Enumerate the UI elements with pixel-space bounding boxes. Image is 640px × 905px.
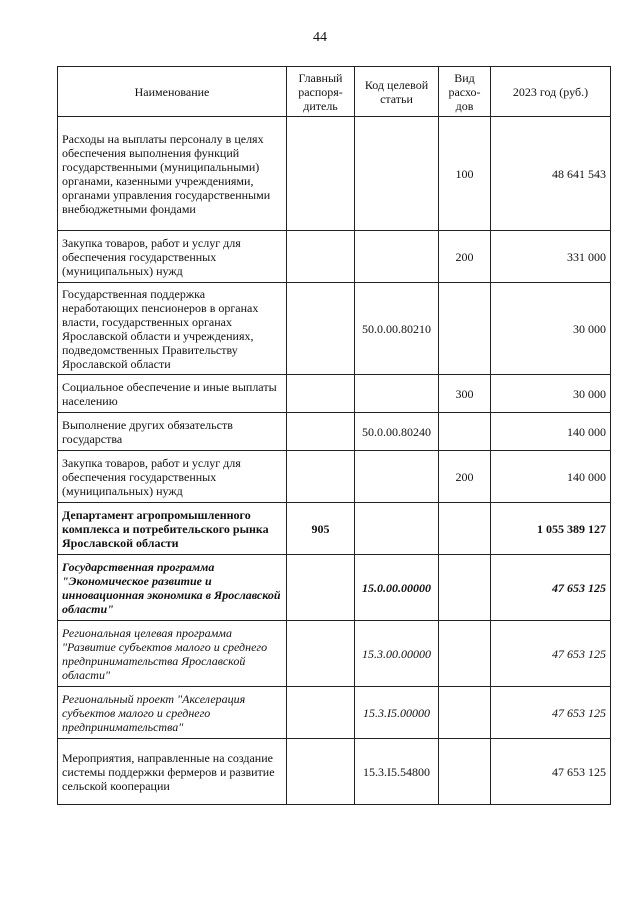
cell-type: 300 (439, 375, 491, 413)
cell-name: Расходы на выплаты персоналу в целях обеспечения выполнения функций государственными (муниципальными) органами, казенными учреждениями, органами управления государственными внебюджетными фондами (58, 117, 287, 231)
cell-amount: 47 653 125 (491, 687, 611, 739)
cell-admin (287, 739, 355, 805)
cell-admin (287, 117, 355, 231)
table-row (58, 503, 611, 555)
header-admin: Главный распоря- дитель (287, 67, 355, 117)
cell-amount: 47 653 125 (491, 555, 611, 621)
table-row (58, 451, 611, 503)
cell-code (355, 451, 439, 503)
cell-name: Мероприятия, направленные на создание системы поддержки фермеров и развитие сельской кооперации (58, 739, 287, 805)
cell-type: 100 (439, 117, 491, 231)
cell-code (355, 117, 439, 231)
table-row (58, 283, 611, 375)
table-row (58, 117, 611, 231)
cell-type (439, 503, 491, 555)
cell-name: Социальное обеспечение и иные выплаты населению (58, 375, 287, 413)
cell-amount: 140 000 (491, 413, 611, 451)
cell-type (439, 621, 491, 687)
cell-type (439, 555, 491, 621)
table-header-row (58, 67, 611, 117)
cell-admin (287, 413, 355, 451)
cell-amount: 140 000 (491, 451, 611, 503)
cell-code: 15.3.I5.00000 (355, 687, 439, 739)
cell-code (355, 231, 439, 283)
cell-amount: 30 000 (491, 283, 611, 375)
cell-name: Государственная программа "Экономическое развитие и инновационная экономика в Ярославской области" (58, 555, 287, 621)
header-name: Наименование (58, 67, 287, 117)
table-row (58, 375, 611, 413)
cell-amount: 30 000 (491, 375, 611, 413)
cell-type (439, 687, 491, 739)
table-row (58, 555, 611, 621)
header-code: Код целевой статьи (355, 67, 439, 117)
cell-name: Региональный проект "Акселерация субъектов малого и среднего предпринимательства" (58, 687, 287, 739)
cell-name: Региональная целевая программа "Развитие субъектов малого и среднего предпринимательства Ярославской области" (58, 621, 287, 687)
cell-amount: 48 641 543 (491, 117, 611, 231)
cell-code: 15.3.I5.54800 (355, 739, 439, 805)
cell-type: 200 (439, 231, 491, 283)
cell-amount: 47 653 125 (491, 621, 611, 687)
cell-admin (287, 231, 355, 283)
table-row (58, 621, 611, 687)
cell-admin (287, 375, 355, 413)
cell-type: 200 (439, 451, 491, 503)
cell-type (439, 413, 491, 451)
cell-admin (287, 283, 355, 375)
cell-admin (287, 451, 355, 503)
cell-admin (287, 555, 355, 621)
header-type: Вид расхо- дов (439, 67, 491, 117)
cell-code: 15.3.00.00000 (355, 621, 439, 687)
cell-amount: 1 055 389 127 (491, 503, 611, 555)
cell-type (439, 283, 491, 375)
cell-admin: 905 (287, 503, 355, 555)
cell-admin (287, 621, 355, 687)
table-row (58, 231, 611, 283)
cell-name: Закупка товаров, работ и услуг для обеспечения государственных (муниципальных) нужд (58, 451, 287, 503)
budget-table (57, 66, 611, 805)
cell-name: Государственная поддержка неработающих пенсионеров в органах власти, государственных органах Ярославской области и учреждениях, подведомственных Правительству Ярославской области (58, 283, 287, 375)
table-row (58, 739, 611, 805)
cell-code: 50.0.00.80240 (355, 413, 439, 451)
cell-code (355, 503, 439, 555)
cell-name: Выполнение других обязательств государства (58, 413, 287, 451)
cell-code (355, 375, 439, 413)
cell-code: 50.0.00.80210 (355, 283, 439, 375)
cell-amount: 47 653 125 (491, 739, 611, 805)
cell-amount: 331 000 (491, 231, 611, 283)
page-number: 44 (313, 30, 327, 45)
header-amount: 2023 год (руб.) (491, 67, 611, 117)
table-row (58, 687, 611, 739)
cell-name: Департамент агропромышленного комплекса и потребительского рынка Ярославской области (58, 503, 287, 555)
cell-name: Закупка товаров, работ и услуг для обеспечения государственных (муниципальных) нужд (58, 231, 287, 283)
cell-type (439, 739, 491, 805)
table-row (58, 413, 611, 451)
cell-code: 15.0.00.00000 (355, 555, 439, 621)
cell-admin (287, 687, 355, 739)
